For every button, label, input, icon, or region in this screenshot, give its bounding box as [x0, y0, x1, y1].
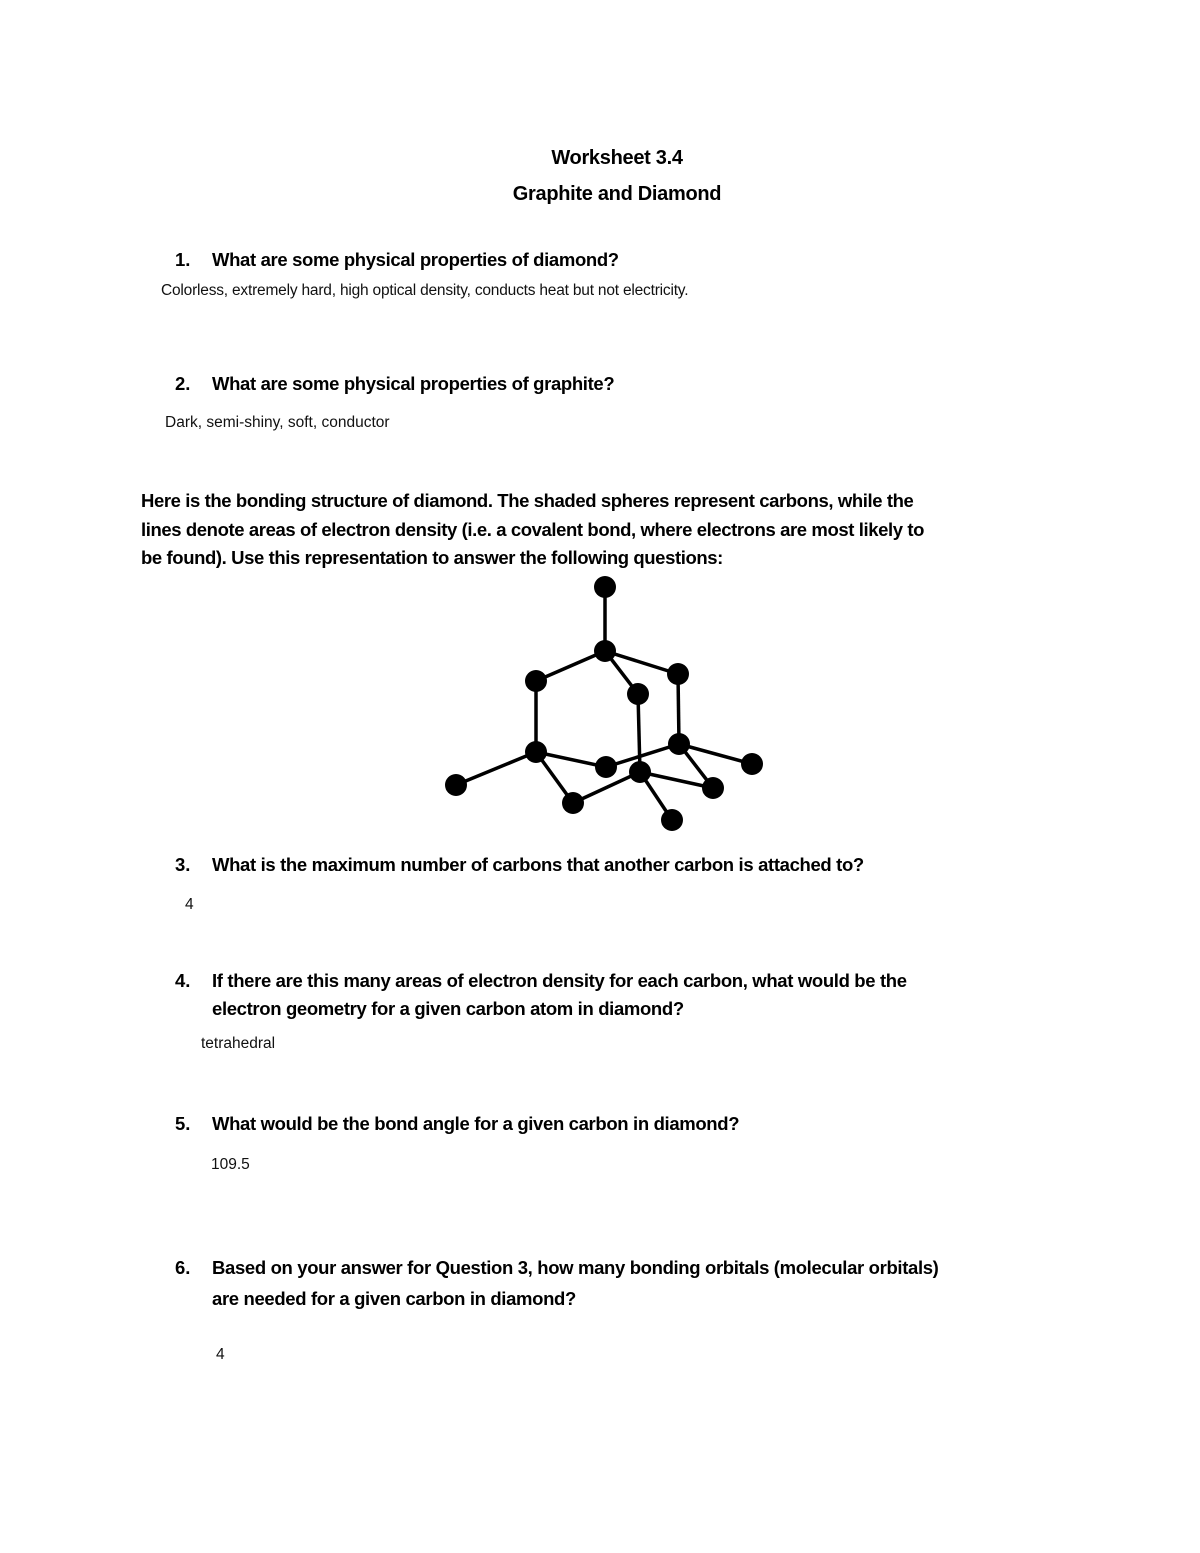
question-1-number: 1. [175, 249, 191, 270]
question-4-text-line-1: If there are this many areas of electron density for each carbon, what would be the [212, 970, 907, 991]
question-2-text: What are some physical properties of graphite? [212, 373, 615, 394]
question-4-answer: tetrahedral [201, 1035, 276, 1052]
question-2-number: 2. [175, 373, 191, 394]
intro-line-1: Here is the bonding structure of diamond. The shaded spheres represent carbons, while the [141, 490, 914, 511]
carbon-atom [525, 670, 547, 692]
question-2-answer: Dark, semi-shiny, soft, conductor [165, 414, 390, 431]
worksheet-subtitle: Graphite and Diamond [512, 183, 722, 205]
carbon-atom [525, 741, 547, 763]
question-6-number: 6. [175, 1257, 191, 1278]
question-3-text: What is the maximum number of carbons that another carbon is attached to? [212, 854, 864, 875]
carbon-atom [627, 683, 649, 705]
question-6-answer: 4 [216, 1346, 225, 1363]
question-6-text-line-1: Based on your answer for Question 3, how many bonding orbitals (molecular orbitals) [212, 1257, 939, 1278]
question-3-number: 3. [175, 854, 191, 875]
carbon-atom [741, 753, 763, 775]
question-1-text: What are some physical properties of diamond? [212, 249, 619, 270]
carbon-atom [629, 761, 651, 783]
question-4-text-line-2: electron geometry for a given carbon atom in diamond? [212, 998, 684, 1019]
covalent-bond-line [536, 651, 605, 681]
carbon-atom [445, 774, 467, 796]
carbon-atom [702, 777, 724, 799]
question-3-answer: 4 [185, 896, 194, 913]
question-5-number: 5. [175, 1113, 191, 1134]
carbon-atom [562, 792, 584, 814]
carbon-atom [594, 640, 616, 662]
worksheet-title: Worksheet 3.4 [551, 147, 683, 169]
carbon-atom [594, 576, 616, 598]
question-5-answer: 109.5 [211, 1156, 250, 1173]
carbon-atom [595, 756, 617, 778]
covalent-bond-line [638, 694, 640, 772]
carbon-atom [661, 809, 683, 831]
carbon-atom [668, 733, 690, 755]
question-6-text-line-2: are needed for a given carbon in diamond? [212, 1288, 576, 1309]
question-5-text: What would be the bond angle for a given carbon in diamond? [212, 1113, 740, 1134]
intro-line-2: lines denote areas of electron density (i.e. a covalent bond, where electrons are most likely to [141, 519, 925, 540]
intro-line-3: be found). Use this representation to answer the following questions: [141, 547, 723, 568]
carbon-atom [667, 663, 689, 685]
question-4-number: 4. [175, 970, 191, 991]
question-1-answer: Colorless, extremely hard, high optical density, conducts heat but not electricity. [161, 282, 689, 299]
covalent-bond-line [456, 752, 536, 785]
